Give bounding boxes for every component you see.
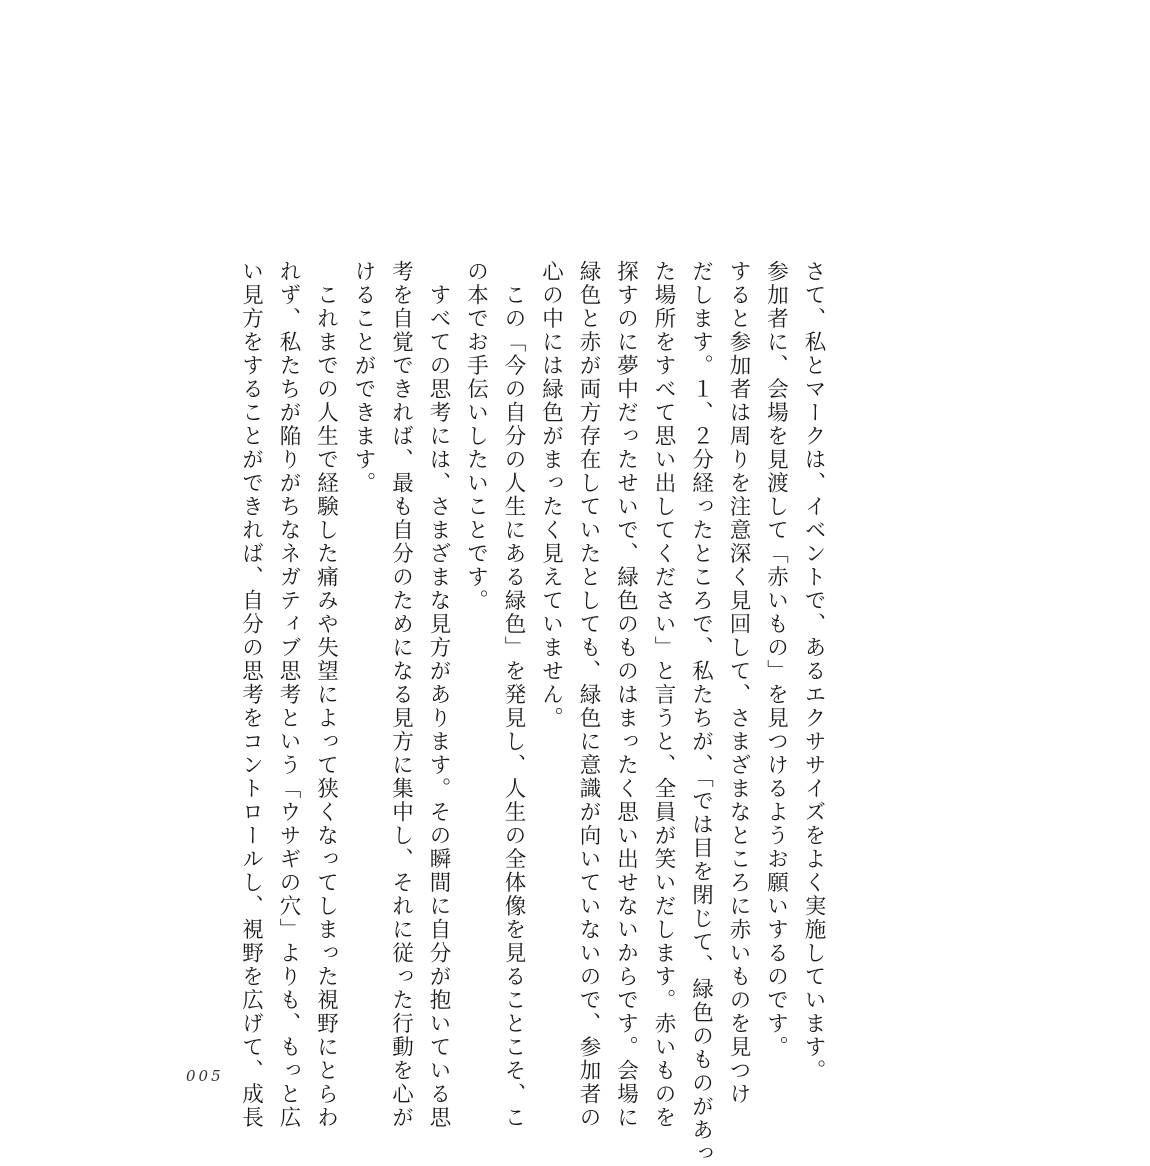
- text-line-1: さて、私とマークは、イベントで、あるエクササイズをよく実施しています。: [801, 260, 826, 1083]
- text-line-15: れず、私たちが陥りがちなネガティブ思考という「ウサギの穴」よりも、もっと広: [276, 260, 301, 1130]
- text-line-10: の本でお手伝いしたいことです。: [463, 260, 489, 613]
- text-line-8: 心の中には緑色がまったく見えていません。: [538, 260, 564, 730]
- text-line-3: すると参加者は周りを注意深く見回して、さまざまなところに赤いものを見つけ: [726, 260, 751, 1106]
- text-line-4: だします。１、２分経ったところで、私たちが、「では目を閉じて、緑色のものがあっ: [688, 260, 714, 1166]
- text-line-11: すべての思考には、さまざまな見方があります。その瞬間に自分が抱いている思: [426, 260, 451, 1130]
- text-line-7: 緑色と赤が両方存在していたとしても、緑色に意識が向いていないので、参加者の: [576, 260, 601, 1130]
- text-line-12: 考を自覚できれば、最も自分のためになる見方に集中し、それに従った行動を心が: [388, 260, 414, 1130]
- text-line-13: けることができます。: [351, 260, 376, 495]
- page-number: 005: [186, 1067, 224, 1085]
- text-line-5: た場所をすべて思い出してください」と言うと、全員が笑いだします。赤いものを: [651, 260, 676, 1130]
- text-line-14: これまでの人生で経験した痛みや失望によって狭くなってしまった視野にとらわ: [313, 260, 339, 1130]
- text-line-9: この「今の自分の人生にある緑色」を発見し、人生の全体像を見ることこそ、こ: [501, 260, 526, 1130]
- text-line-6: 探すのに夢中だったせいで、緑色のものはまったく思い出せないからです。会場に: [613, 260, 639, 1130]
- text-line-2: 参加者に、会場を見渡して「赤いもの」を見つけるようお願いするのです。: [763, 260, 789, 1059]
- vertical-body-text: [232, 260, 832, 1166]
- text-line-16: い見方をすることができれば、自分の思考をコントロールし、視野を広げて、成長: [238, 260, 264, 1130]
